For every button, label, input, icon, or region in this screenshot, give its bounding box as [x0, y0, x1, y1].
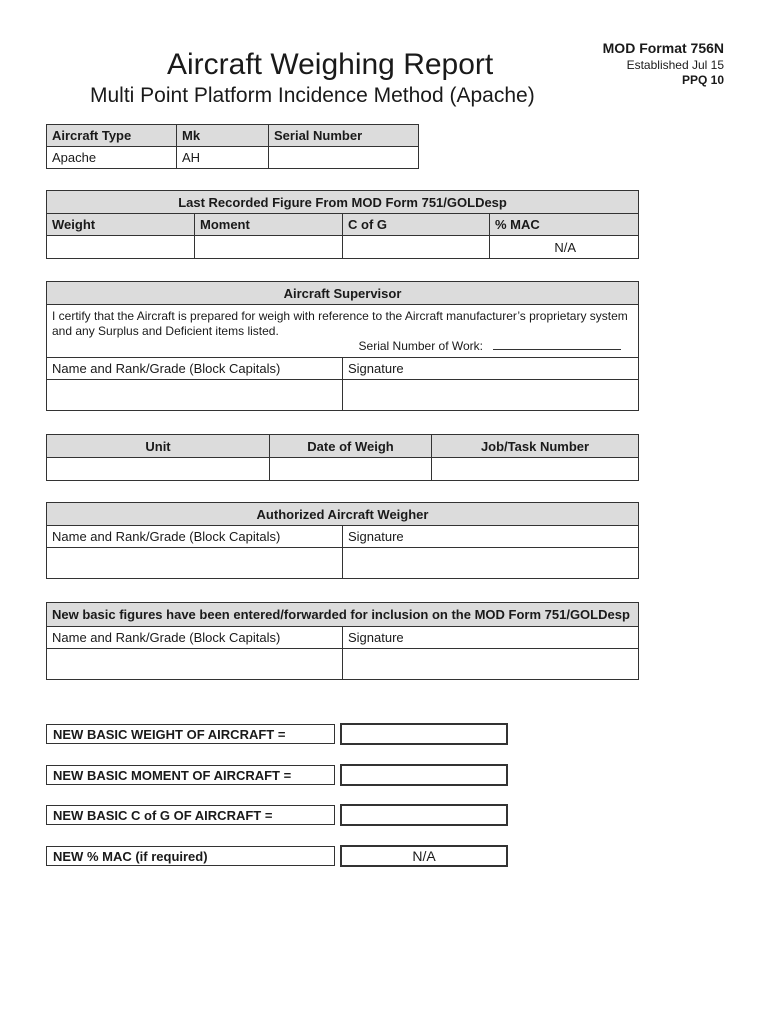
new-figures-name-field[interactable] — [47, 649, 343, 680]
weigh-info-table — [46, 434, 639, 481]
mac-header: % MAC — [490, 214, 639, 236]
new-basic-weight-label: NEW BASIC WEIGHT OF AIRCRAFT = — [46, 724, 335, 744]
new-basic-cofg-label: NEW BASIC C of G OF AIRCRAFT = — [46, 805, 335, 825]
supervisor-signature-field[interactable] — [343, 380, 639, 411]
aircraft-table — [46, 124, 419, 169]
serial-of-work-label: Serial Number of Work: — [358, 339, 484, 353]
moment-field[interactable] — [195, 236, 343, 259]
supervisor-signature-label: Signature — [343, 358, 639, 380]
supervisor-name-label: Name and Rank/Grade (Block Capitals) — [47, 358, 343, 380]
last-recorded-table — [46, 190, 639, 259]
mac-field[interactable]: N/A — [490, 236, 639, 259]
moment-header: Moment — [195, 214, 343, 236]
unit-header: Unit — [47, 435, 270, 458]
new-figures-signature-field[interactable] — [343, 649, 639, 680]
cofg-field[interactable] — [343, 236, 490, 259]
supervisor-title: Aircraft Supervisor — [47, 282, 639, 305]
aircraft-type-header: Aircraft Type — [47, 125, 177, 147]
aircraft-type-value[interactable]: Apache — [47, 147, 177, 169]
form-number: MOD Format 756N — [602, 40, 724, 56]
ppq-number: PPQ 10 — [681, 73, 724, 87]
weight-field[interactable] — [47, 236, 195, 259]
new-figures-signature-label: Signature — [343, 627, 639, 649]
date-of-weigh-field[interactable] — [270, 458, 432, 481]
weight-header: Weight — [47, 214, 195, 236]
new-figures-name-label: Name and Rank/Grade (Block Capitals) — [47, 627, 343, 649]
serial-of-work-field[interactable] — [493, 349, 621, 350]
new-mac-label: NEW % MAC (if required) — [46, 846, 335, 866]
weigher-signature-label: Signature — [343, 526, 639, 548]
serial-number-field[interactable] — [269, 147, 419, 169]
unit-field[interactable] — [47, 458, 270, 481]
cofg-header: C of G — [343, 214, 490, 236]
weigher-table — [46, 502, 639, 579]
new-mac-field[interactable]: N/A — [340, 845, 508, 867]
job-task-header: Job/Task Number — [432, 435, 639, 458]
mk-header: Mk — [177, 125, 269, 147]
page-title: Aircraft Weighing Report — [167, 48, 494, 81]
weigher-name-field[interactable] — [47, 548, 343, 579]
established-date: Established Jul 15 — [626, 58, 724, 72]
new-figures-table — [46, 602, 639, 680]
new-figures-title: New basic figures have been entered/forwarded for inclusion on the MOD Form 751/GOLDesp — [47, 603, 639, 627]
new-basic-moment-field[interactable] — [340, 764, 508, 786]
new-basic-moment-label: NEW BASIC MOMENT OF AIRCRAFT = — [46, 765, 335, 785]
certify-text: I certify that the Aircraft is prepared for weigh with reference to the Aircraft manufacturer’s proprietary system and any Surplus and Deficient items listed. — [52, 309, 628, 338]
new-basic-weight-field[interactable] — [340, 723, 508, 745]
serial-of-work — [52, 339, 633, 354]
weigher-title: Authorized Aircraft Weigher — [47, 503, 639, 526]
mk-value[interactable]: AH — [177, 147, 269, 169]
weigher-name-label: Name and Rank/Grade (Block Capitals) — [47, 526, 343, 548]
supervisor-name-field[interactable] — [47, 380, 343, 411]
last-recorded-title: Last Recorded Figure From MOD Form 751/GOLDesp — [47, 191, 639, 214]
new-basic-cofg-field[interactable] — [340, 804, 508, 826]
certification-statement — [47, 305, 639, 358]
supervisor-table — [46, 281, 639, 411]
date-of-weigh-header: Date of Weigh — [270, 435, 432, 458]
weigher-signature-field[interactable] — [343, 548, 639, 579]
serial-number-header: Serial Number — [269, 125, 419, 147]
job-task-field[interactable] — [432, 458, 639, 481]
page-subtitle: Multi Point Platform Incidence Method (Apache) — [90, 84, 535, 107]
